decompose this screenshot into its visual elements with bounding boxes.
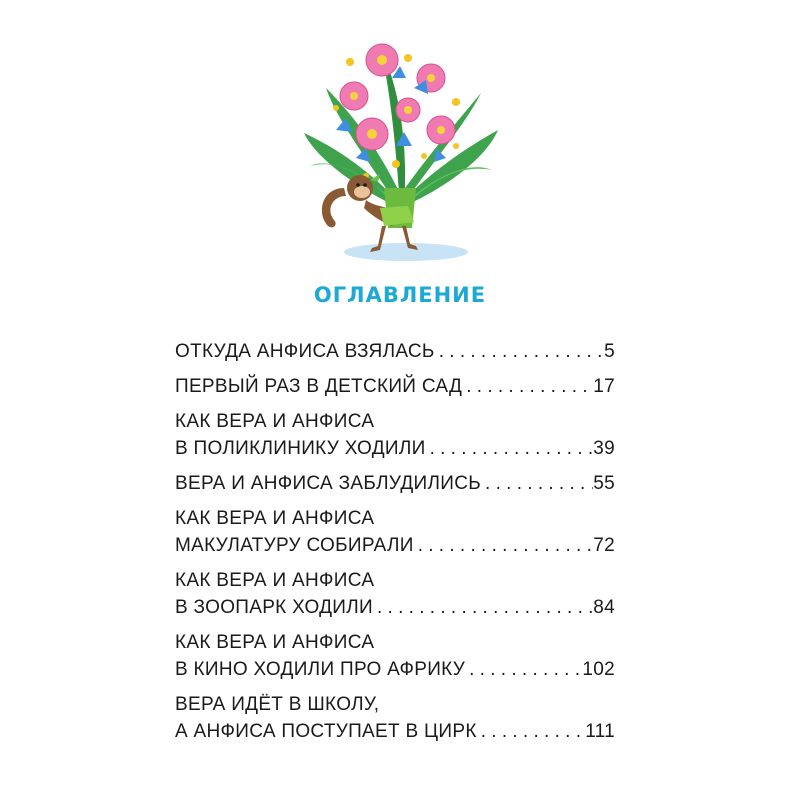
leader-dots (426, 435, 594, 462)
toc-entry-page: 39 (593, 438, 615, 459)
leader-dots (477, 718, 586, 745)
toc-entry-page: 84 (593, 597, 615, 618)
toc-entry-title-continued: В ЗООПАРК ХОДИЛИ (175, 597, 373, 618)
toc-entry-title-continued: МАКУЛАТУРУ СОБИРАЛИ (175, 535, 414, 556)
toc-entry[interactable] (175, 629, 615, 683)
toc-entry-title: ВЕРА ИДЁТ В ШКОЛУ, (175, 694, 380, 715)
leader-dots (462, 373, 593, 400)
toc-entry[interactable] (175, 470, 615, 497)
monkey-with-flower-bouquet-icon (296, 38, 504, 270)
toc-entry-page: 55 (593, 473, 615, 494)
toc-entry-title-continued: А АНФИСА ПОСТУПАЕТ В ЦИРК (175, 721, 477, 742)
toc-entry-title: ВЕРА И АНФИСА ЗАБЛУДИЛИСЬ (175, 473, 482, 494)
toc-entry-title-continued: В КИНО ХОДИЛИ ПРО АФРИКУ (175, 659, 466, 680)
toc-entry[interactable] (175, 373, 615, 400)
leader-dots (373, 594, 593, 621)
leader-dots (481, 470, 593, 497)
toc-entry-title: ПЕРВЫЙ РАЗ В ДЕТСКИЙ САД (175, 376, 463, 397)
toc-entry-page: 17 (593, 376, 615, 397)
table-of-contents (175, 338, 615, 753)
toc-entry-title: КАК ВЕРА И АНФИСА (175, 570, 375, 591)
toc-entry-title: КАК ВЕРА И АНФИСА (175, 411, 375, 432)
toc-entry[interactable] (175, 408, 615, 462)
toc-entry-page: 72 (593, 535, 615, 556)
toc-title: ОГЛАВЛЕНИЕ (313, 283, 487, 307)
toc-entry[interactable] (175, 691, 615, 745)
leader-dots (465, 656, 582, 683)
leader-dots (414, 532, 594, 559)
toc-entry-title-continued: В ПОЛИКЛИНИКУ ХОДИЛИ (175, 438, 426, 459)
toc-entry-title: ОТКУДА АНФИСА ВЗЯЛАСЬ (175, 341, 435, 362)
toc-entry[interactable] (175, 505, 615, 559)
toc-entry-title: КАК ВЕРА И АНФИСА (175, 632, 375, 653)
toc-entry[interactable] (175, 567, 615, 621)
toc-entry-page: 102 (582, 659, 615, 680)
toc-entry[interactable] (175, 338, 615, 365)
toc-entry-title: КАК ВЕРА И АНФИСА (175, 508, 375, 529)
leader-dots (435, 338, 604, 365)
toc-entry-page: 5 (604, 341, 615, 362)
toc-entry-page: 111 (585, 721, 615, 742)
